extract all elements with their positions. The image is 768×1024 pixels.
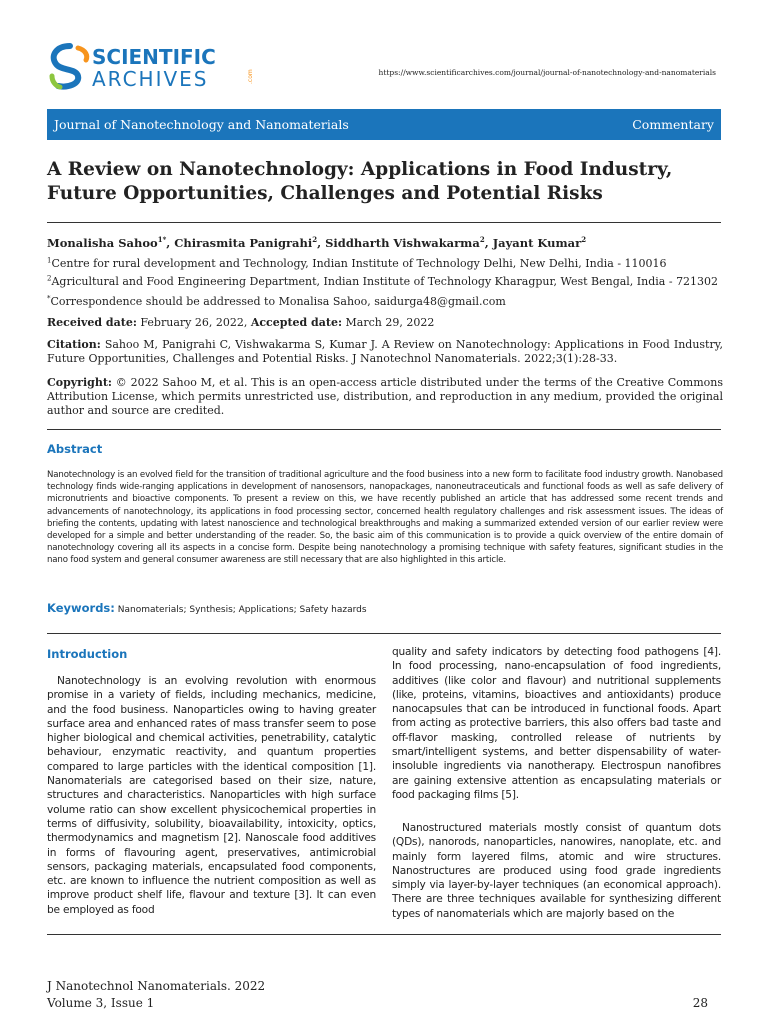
correspondence: *Correspondence should be addressed to Monalisa Sahoo, saidurga48@gmail.com [47,294,506,308]
logo-text-bottom: ARCHIVES [92,67,209,91]
keywords [47,601,367,615]
journal-banner [47,109,721,140]
article-title: A Review on Nanotechnology: Applications in Food Industry, Future Opportunities, Challenges and Potential Risks [47,159,673,204]
affiliation-2: $^2$Agricultural and Food Engineering Department, Indian Institute of Technology Kharagpur, West Bengal, India - 721302 [47,274,719,288]
intro-paragraph-left: Nanotechnology is an evolving revolution with enormous promise in a variety of fields, including mechanics, medicine, and the food business. Nanoparticles owing to having greater surface area and enhanced rates of mass transfer seem to pose higher biological and chemical activities, penetrability, catalytic behaviour, enzymatic reactivity, and quantum properties compared to large particles with the identical composition [1]. Nanomaterials are categorised based on their size, nature, structures and characteristics. Nanoparticles with high surface volume ratio can show excellent physicochemical properties in terms of diffusivity, solubility, bioavailability, intoxicity, optics, thermodynamics and magnetism [2]. Nanoscale food additives in forms of flavouring agent, preservatives, antimicrobial sensors, packaging materials, encapsulated food components, etc. are known to influence the nutrient composition as well as improve product shelf life, flavour and texture [3]. It can even be employed as food [47,675,376,916]
keywords-list: Nanomaterials; Synthesis; Applications; Safety hazards [117,605,367,615]
logo-text-top: SCIENTIFIC [92,45,216,69]
journal-url[interactable]: https://www.scientificarchives.com/journal/journal-of-nanotechnology-and-nanomaterials [378,68,716,77]
copyright: Copyright: © 2022 Sahoo M, et al. This is an open-access article distributed under the terms of the Creative Commons Attribution License, which permits unrestricted use, distribution, and reproduction in any medium, provided the original author and source are credited. [47,376,724,417]
keywords-label: Keywords: [47,601,115,615]
divider [47,633,721,634]
divider [47,222,721,223]
logo-suffix: .com [247,69,254,84]
scientific-archives-logo [48,42,258,92]
journal-name: Journal of Nanotechnology and Nanomaterials [54,117,349,132]
article-type: Commentary [632,117,714,132]
abstract-heading: Abstract [47,442,103,456]
introduction-heading: Introduction [47,647,128,661]
page-number: 28 [692,996,708,1010]
citation: Citation: Sahoo M, Panigrahi C, Vishwakarma S, Kumar J. A Review on Nanotechnology: Applications in Food Industry, Future Opportunities, Challenges and Potential Risks. J Nanotechnol Nanomaterials. 2022;3(1):28-33. [47,338,723,365]
divider [47,429,721,430]
affiliation-1: $^1$Centre for rural development and Technology, Indian Institute of Technology Delhi, New Delhi, India - 110016 [47,256,667,270]
abstract-text: Nanotechnology is an evolved field for the transition of traditional agriculture and the food business into a new form to facilitate food industry growth. Nanobased technology finds wide-ranging applications in development of nanosensors, nanopackages, nanoneutraceuticals and functional foods as well as safe delivery of micronutrients and bioactive components. To present a review on this, we have recently published an article that has addressed some recent trends and advancements of nanotechnology, its applications in food processing sector, concerned health regulatory challenges and risk assessment issues. The ideas of briefing the contents, updating with latest nanoscience and technological breakthroughs and making a summarized extended version of our earlier review were developed for a simple and better understanding of the reader. So, the basic aim of this communication is to provide a quick overview of the entire domain of nanotechnology covering all its aspects in a concise form. Despite being nanotechnology a promising technique with safety features, significant studies in the nano food system and general consumer awareness are still necessary that are also highlighted in this article. [47,470,723,566]
dates: Received date: February 26, 2022, Accepted date: March 29, 2022 [47,316,435,329]
intro-paragraph-right-1: quality and safety indicators by detecting food pathogens [4]. In food processing, nano-encapsulation of food ingredients, additives (like color and flavour) and nutritional supplements (like, proteins, vitamins, bioactives and antioxidants) produce nanocapsules that can be introduced in functional foods. Apart from acting as protective barriers, this also offers bad taste and off-flavor masking, controlled release of nutrients by smart/intelligent systems, and better dispensability of water-insoluble ingredients via nanotherapy. Electrospun nanofibres are gaining extensive attention as encapsulating materials or food packaging films [5]. [392,646,721,801]
intro-paragraph-right-2: Nanostructured materials mostly consist of quantum dots (QDs), nanorods, nanoparticles, nanowires, nanoplate, etc. and mainly form layered films, atomic and wire structures. Nanostructures are produced using food grade ingredients simply via layer-by-layer techniques (an economical approach). There are three techniques available for synthesizing different types of nanomaterials which are majorly based on the [392,822,721,920]
author-list: Monalisha Sahoo$^{1*}$, Chirasmita Panigrahi$^2$, Siddharth Vishwakarma$^2$, Jayant Kumar$^2$ [47,235,587,250]
footer-journal: J Nanotechnol Nanomaterials. 2022 Volume 3, Issue 1 [47,979,266,1010]
divider [47,934,721,935]
